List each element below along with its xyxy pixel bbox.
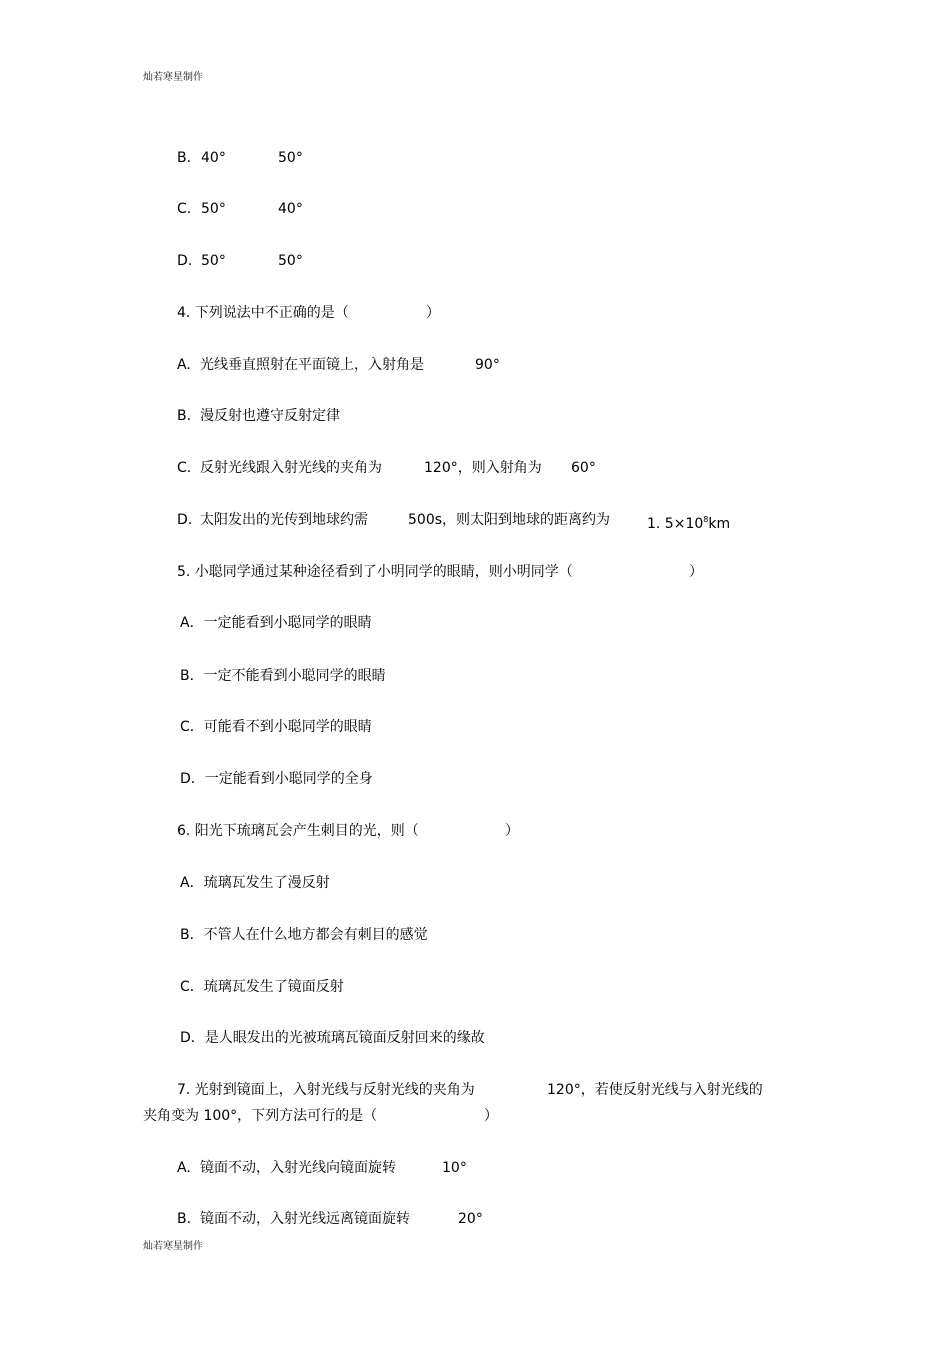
option-value-1: 120°，则入射角为: [424, 460, 542, 476]
sci-exponent: 8: [703, 515, 709, 524]
q5-option-c: C．可能看不到小聪同学的眼睛: [180, 719, 372, 735]
q5-option-a: A．一定能看到小聪同学的眼睛: [180, 615, 372, 631]
option-label: B.: [177, 408, 192, 424]
option-value-2: 60°: [571, 460, 596, 476]
option-value-b: 50°: [278, 150, 303, 166]
question-stem: 4. 下列说法中不正确的是（: [177, 305, 349, 321]
paren-close: ）: [689, 564, 703, 580]
option-label: C.: [177, 201, 192, 217]
option-label: A.: [177, 1160, 191, 1176]
option-value: 10°: [442, 1160, 467, 1176]
question-stem-line2: 夹角变为 100°，下列方法可行的是（: [143, 1108, 378, 1124]
q6-option-c: C．琉璃瓦发生了镜面反射: [180, 979, 344, 995]
question-stem: 6. 阳光下琉璃瓦会产生刺目的光，则（: [177, 823, 419, 839]
option-text: 反射光线跟入射光线的夹角为: [200, 460, 382, 476]
footer-watermark: 灿若寒星制作: [143, 1241, 203, 1252]
question-stem-cont: 120°，若使反射光线与入射光线的: [547, 1082, 763, 1098]
option-label: B.: [177, 150, 192, 166]
option-text: 镜面不动，入射光线向镜面旋转: [200, 1160, 396, 1176]
option-label: D.: [177, 253, 193, 269]
option-label: D.: [177, 512, 193, 528]
header-watermark: 灿若寒星制作: [143, 72, 203, 83]
option-value-a: 50°: [201, 253, 226, 269]
option-value: 90°: [475, 357, 500, 373]
option-label: B.: [177, 1211, 192, 1227]
q6-option-a: A．琉璃瓦发生了漫反射: [180, 875, 330, 891]
option-text: 太阳发出的光传到地球约需: [200, 512, 368, 528]
option-value-a: 50°: [201, 201, 226, 217]
option-value-b: 40°: [278, 201, 303, 217]
option-text: 漫反射也遵守反射定律: [200, 408, 340, 424]
q6-option-b: B．不管人在什么地方都会有刺目的感觉: [180, 927, 428, 943]
option-text: 镜面不动，入射光线远离镜面旋转: [200, 1211, 410, 1227]
paren-close: ）: [426, 305, 440, 321]
q5-option-b: B．一定不能看到小聪同学的眼睛: [180, 668, 386, 684]
option-text: 光线垂直照射在平面镜上，入射角是: [200, 357, 424, 373]
q5-option-d: D．一定能看到小聪同学的全身: [180, 771, 373, 787]
unit: km: [708, 516, 731, 532]
question-stem: 7. 光射到镜面上，入射光线与反射光线的夹角为: [177, 1082, 475, 1098]
paren-close: ）: [484, 1108, 498, 1124]
option-label: C.: [177, 460, 192, 476]
option-value-a: 40°: [201, 150, 226, 166]
option-value: 20°: [458, 1211, 483, 1227]
sci-mantissa: 1. 5×10: [647, 516, 704, 532]
question-stem: 5. 小聪同学通过某种途径看到了小明同学的眼睛，则小明同学（: [177, 564, 573, 580]
paren-close: ）: [505, 823, 519, 839]
option-value-b: 50°: [278, 253, 303, 269]
option-value-2: [647, 511, 730, 533]
q6-option-d: D．是人眼发出的光被琉璃瓦镜面反射回来的缘故: [180, 1030, 485, 1046]
option-value-1: 500s，则太阳到地球的距离约为: [408, 512, 611, 528]
option-label: A.: [177, 357, 191, 373]
